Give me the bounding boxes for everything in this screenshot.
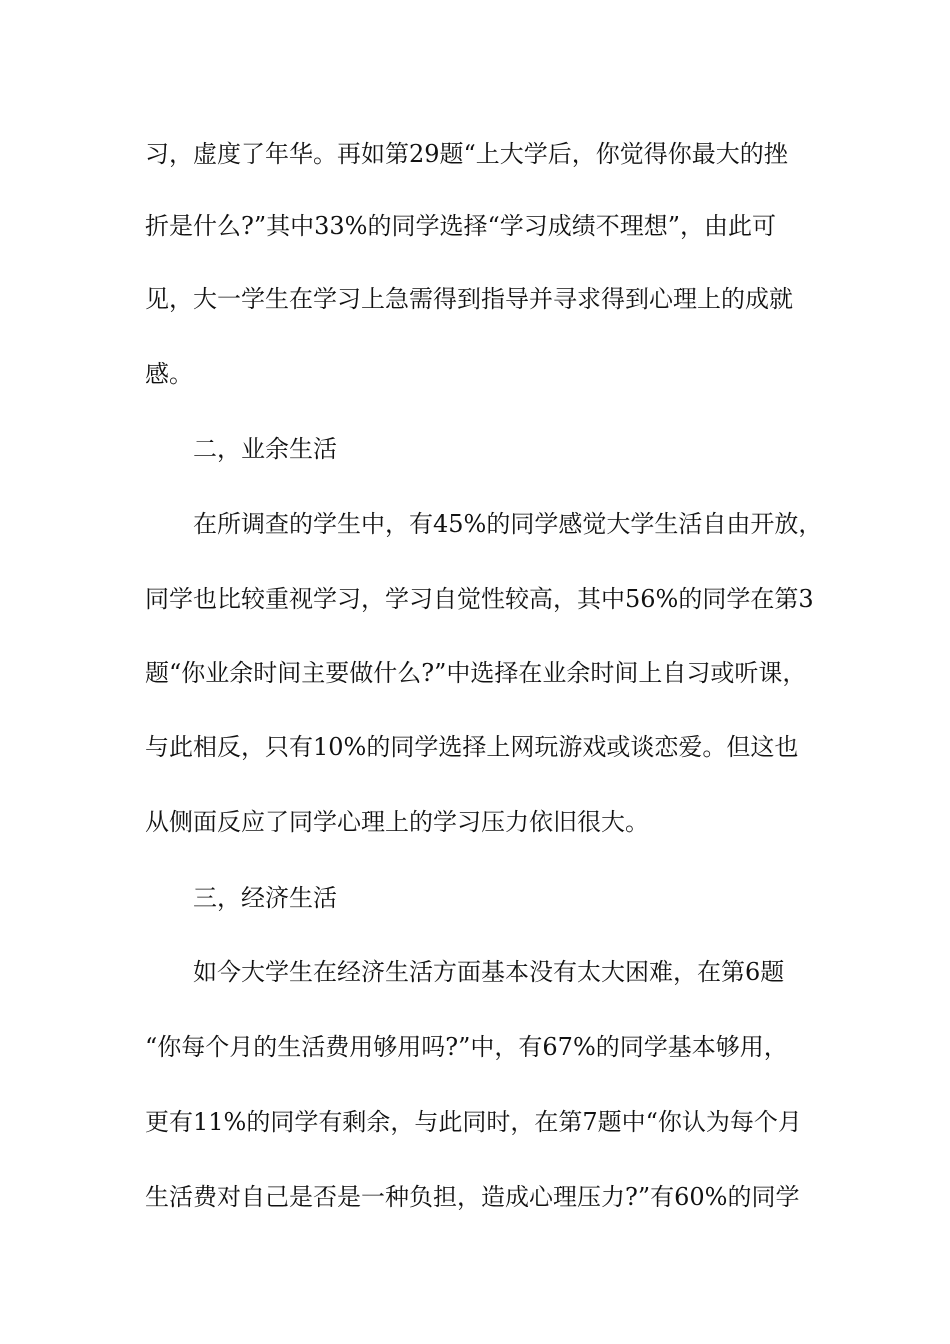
text-line-14: 更有11%的同学有剩余，与此同时，在第7题中“你认为每个月 (145, 1108, 802, 1136)
text-line-15: 生活费对自己是否是一种负担，造成心理压力?”有60%的同学 (145, 1183, 800, 1211)
text-line-2: 折是什么?”其中33%的同学选择“学习成绩不理想”，由此可 (145, 212, 777, 240)
text-line-8: 题“你业余时间主要做什么?”中选择在业余时间上自习或听课， (145, 659, 807, 687)
text-line-3: 见，大一学生在学习上急需得到指导并寻求得到心理上的成就 (145, 285, 793, 313)
text-line-7: 同学也比较重视学习，学习自觉性较高，其中56%的同学在第3 (145, 585, 814, 613)
text-line-1: 习，虚度了年华。再如第29题“上大学后，你觉得你最大的挫 (145, 140, 788, 168)
text-line-13: “你每个月的生活费用够用吗?”中，有67%的同学基本够用， (145, 1033, 788, 1061)
text-line-10: 从侧面反应了同学心理上的学习压力依旧很大。 (145, 808, 649, 836)
text-line-6: 在所调查的学生中，有45%的同学感觉大学生活自由开放， (193, 510, 823, 538)
text-line-12: 如今大学生在经济生活方面基本没有太大困难，在第6题 (193, 958, 785, 986)
text-line-9: 与此相反，只有10%的同学选择上网玩游戏或谈恋爱。但这也 (145, 733, 799, 761)
section-heading-economy: 三，经济生活 (193, 884, 337, 912)
section-heading-leisure: 二，业余生活 (193, 435, 337, 463)
text-line-4: 感。 (145, 360, 193, 388)
